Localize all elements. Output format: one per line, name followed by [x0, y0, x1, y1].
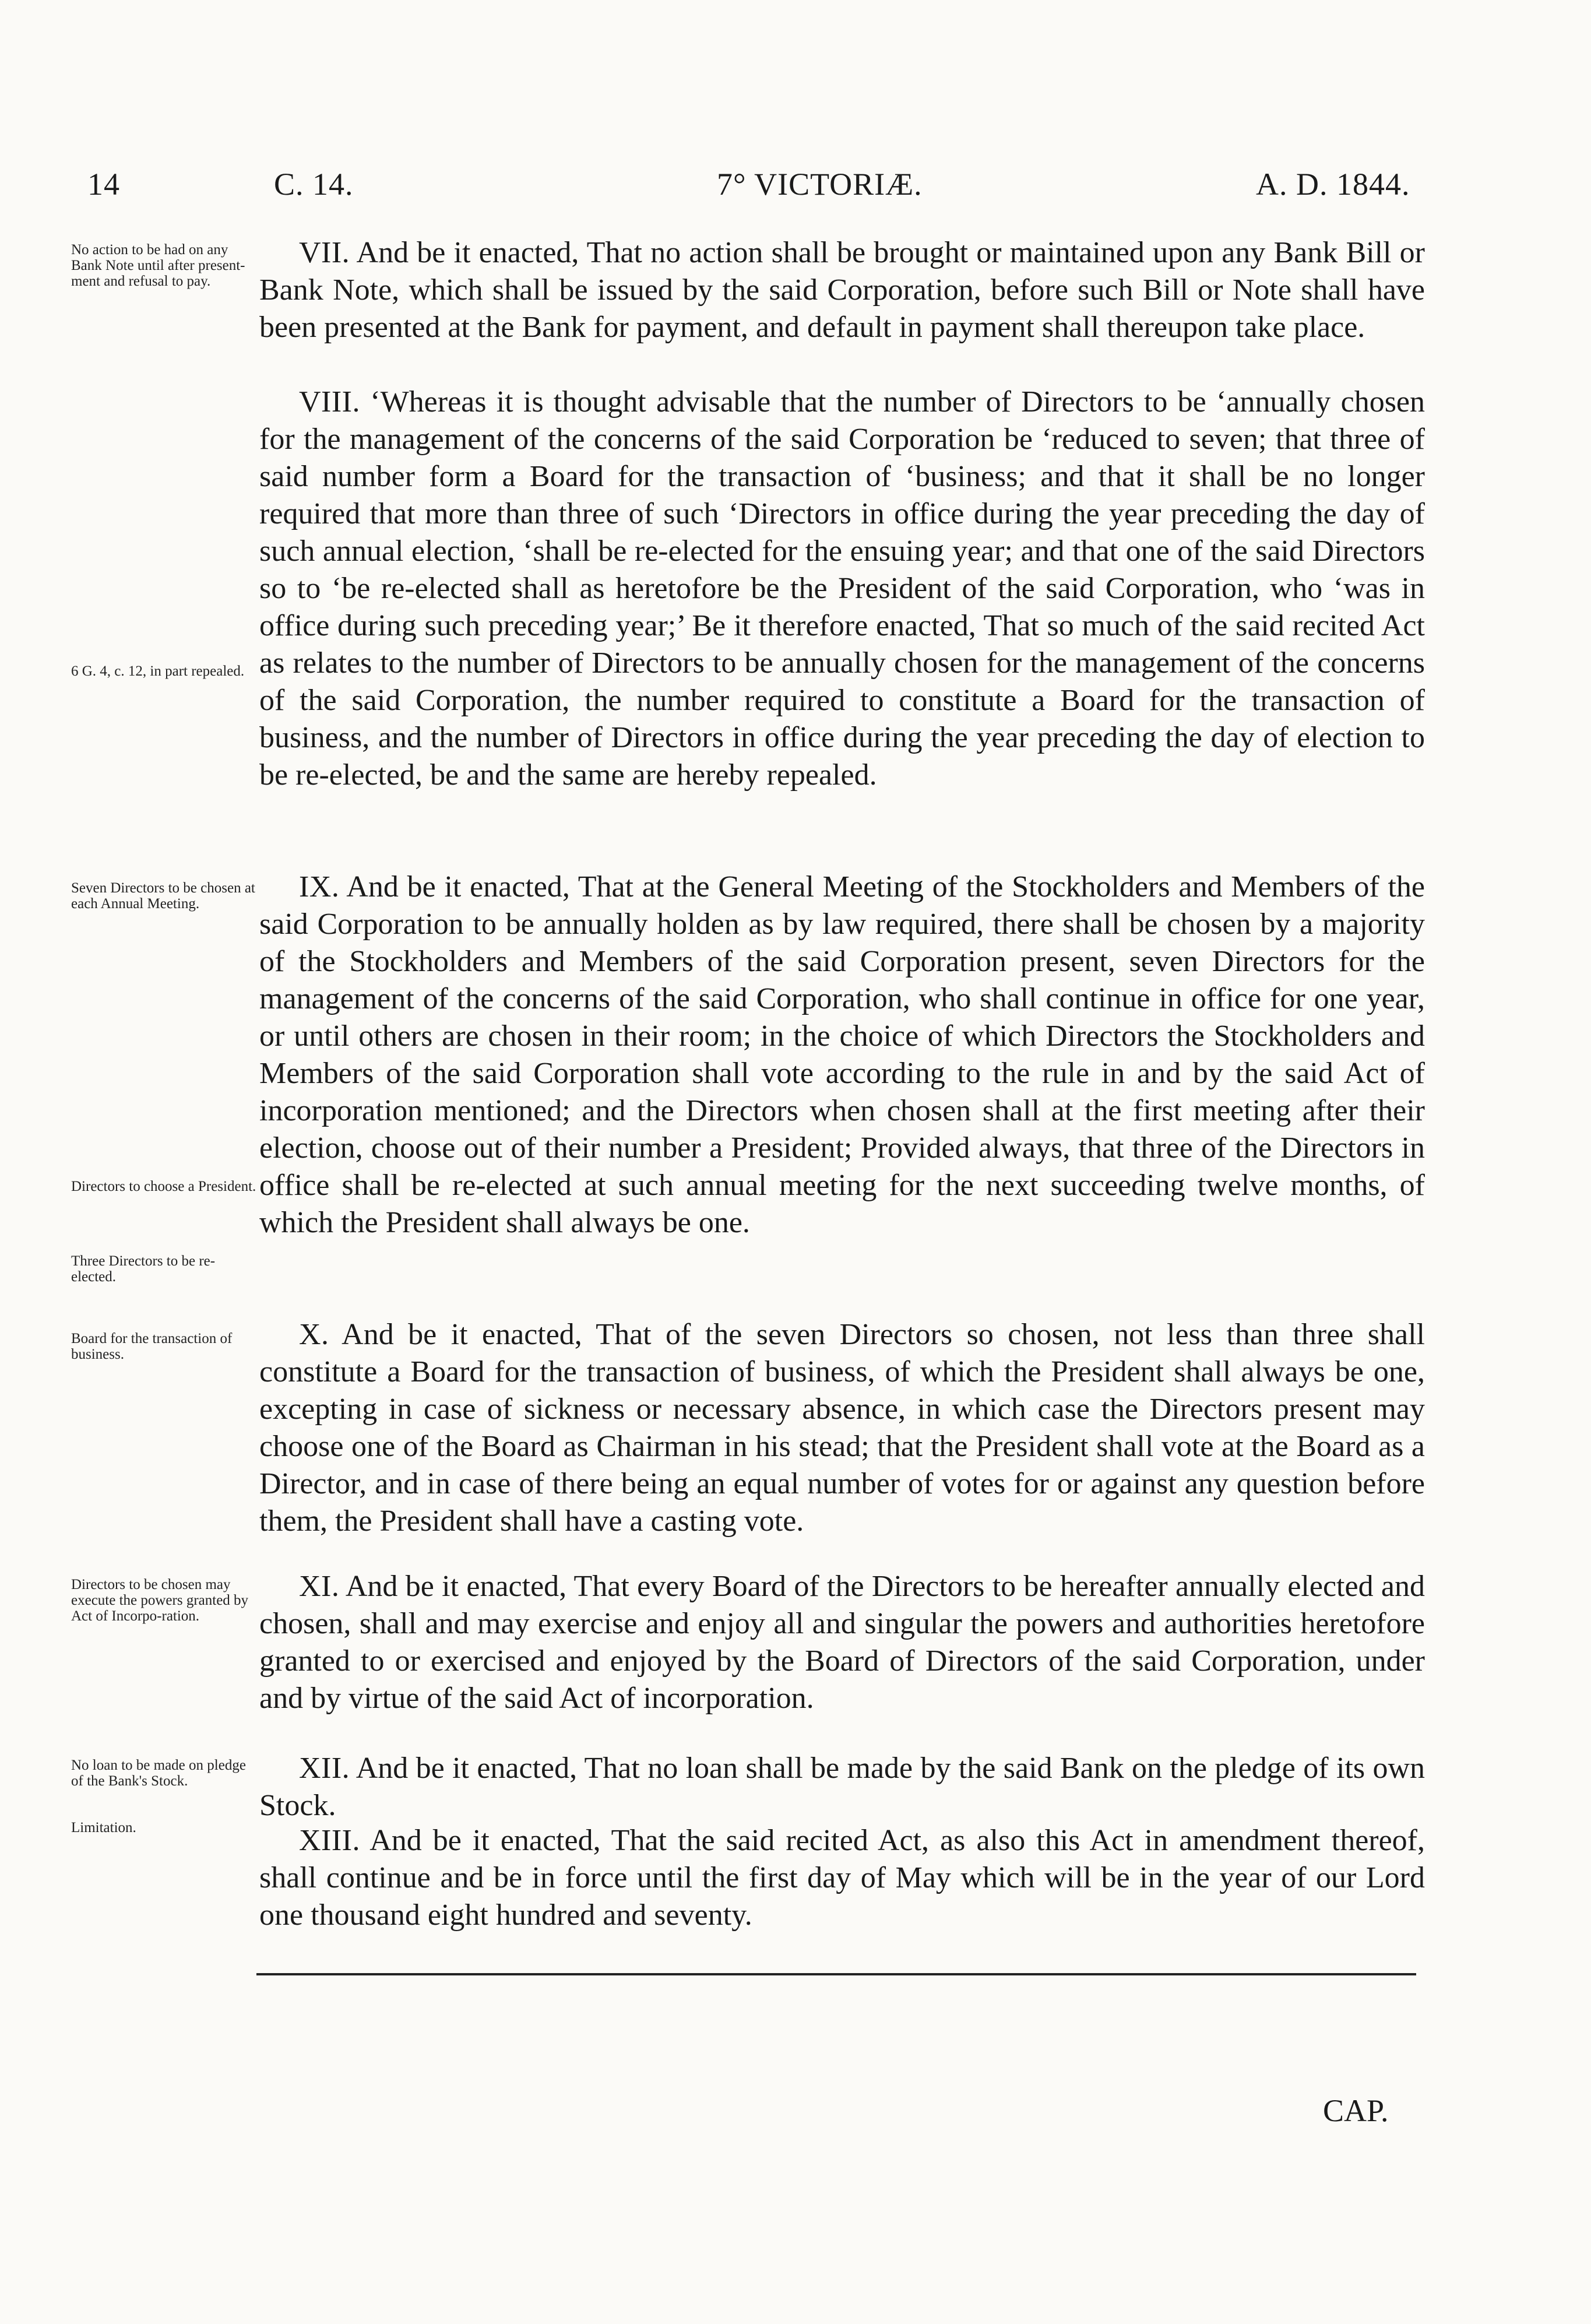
running-header [0, 166, 1591, 207]
margin-note-repealed: 6 G. 4, c. 12, in part repealed. [71, 663, 245, 679]
regnal-year: 7° VICTORIÆ. [717, 167, 923, 202]
section-number: XI. [299, 1570, 340, 1603]
section-text: And be it enacted, That no action shall be brought or maintained upon any Bank Bill or Bank Note, which shall be issued by the said Corporation, before such Bill or Note shall have been presented at the Bank for payment, and default in payment shall thereupon take place. [259, 236, 1425, 344]
margin-note-choose-president: Directors to choose a President. [71, 1179, 256, 1194]
margin-note-limitation: Limitation. [71, 1820, 136, 1836]
margin-note-no-action: No action to be had on any Bank Note until after present-ment and refusal to pay. [71, 242, 245, 289]
section-x [259, 1316, 1425, 1540]
section-number: X. [299, 1318, 329, 1351]
section-xii [259, 1750, 1425, 1824]
section-xi [259, 1568, 1425, 1717]
page-number: 14 [87, 167, 120, 202]
section-text: And be it enacted, That no loan shall be made by the said Bank on the pledge of its own Stock. [259, 1752, 1425, 1822]
margin-note-directors-powers: Directors to be chosen may execute the powers granted by Act of Incorpo-ration. [71, 1577, 249, 1624]
section-xiii [259, 1822, 1425, 1934]
chapter-number: C. 14. [274, 167, 354, 202]
catchword: CAP. [1323, 2093, 1389, 2128]
margin-note-seven-directors: Seven Directors to be chosen at each Annual Meeting. [71, 880, 255, 912]
margin-note-re-elected: Three Directors to be re-elected. [71, 1253, 216, 1285]
section-text: ‘Whereas it is thought advisable that the number of Directors to be ‘annually chosen for the management of the concerns of the said Corporation be ‘reduced to seven; that three of said number form a Board for the transaction of ‘business; and that it shall be no longer required that more than three of such ‘Directors in office during the year preceding the day of such annual election, ‘shall be re-elected for the ensuing year; and that one of the said Directors so to ‘be re-elected shall as heretofore be the President of the said Corporation, who ‘was in office during such preceding year;’ Be it therefore enacted, That so much of the said recited Act as relates to the number of Directors to be annually chosen for the management of the concerns of the said Corporation, the number required to constitute a Board for the transaction of business, and the number of Directors in office during the year preceding the day of election to be re-elected, be and the same are hereby repealed. [259, 385, 1425, 792]
calendar-year: A. D. 1844. [1256, 167, 1410, 202]
margin-note-board-business: Board for the transaction of business. [71, 1331, 233, 1362]
section-vii [259, 234, 1425, 346]
section-text: And be it enacted, That at the General Meeting of the Stockholders and Members of the said Corporation to be annually holden as by law required, there shall be chosen by a majority of the Stockholders and Members of the said Corporation present, seven Directors for the management of the concerns of the said Corporation, who shall continue in office for one year, or until others are chosen in their room; in the choice of which Directors the Stockholders and Members of the said Corporation shall vote according to the rule in and by the said Act of incorporation mentioned; and the Directors when chosen shall at the first meeting after their election, choose out of their number a President; Provided always, that three of the Directors in office shall be re-elected at such annual meeting for the next succeeding twelve months, of which the President shall always be one. [259, 870, 1425, 1239]
margin-note-no-loan: No loan to be made on pledge of the Bank's Stock. [71, 1757, 246, 1789]
section-text: And be it enacted, That every Board of the Directors to be hereafter annually elected and chosen, shall and may exercise and enjoy all and singular the powers and authorities heretofore granted to or exercised and enjoyed by the Board of Directors of the said Corporation, under and by virtue of the said Act of incorporation. [259, 1570, 1425, 1715]
section-ix [259, 869, 1425, 1242]
section-number: VII. [299, 236, 350, 269]
section-number: XII. [299, 1752, 350, 1785]
section-text: And be it enacted, That of the seven Directors so chosen, not less than three shall constitute a Board for the transaction of business, of which the President shall always be one, excepting in case of sickness or necessary absence, in which case the Directors present may choose one of the Board as Chairman in his stead; that the President shall vote at the Board as a Director, and in case of there being an equal number of votes for or against any question before them, the President shall have a casting vote. [259, 1318, 1425, 1538]
end-rule [256, 1973, 1416, 1975]
section-text: And be it enacted, That the said recited Act, as also this Act in amendment thereof, shall continue and be in force until the first day of May which will be in the year of our Lord one thousand eight hundred and seventy. [259, 1824, 1425, 1932]
section-number: XIII. [299, 1824, 361, 1857]
section-viii [259, 384, 1425, 794]
section-number: IX. [299, 870, 340, 903]
section-number: VIII. [299, 385, 361, 419]
